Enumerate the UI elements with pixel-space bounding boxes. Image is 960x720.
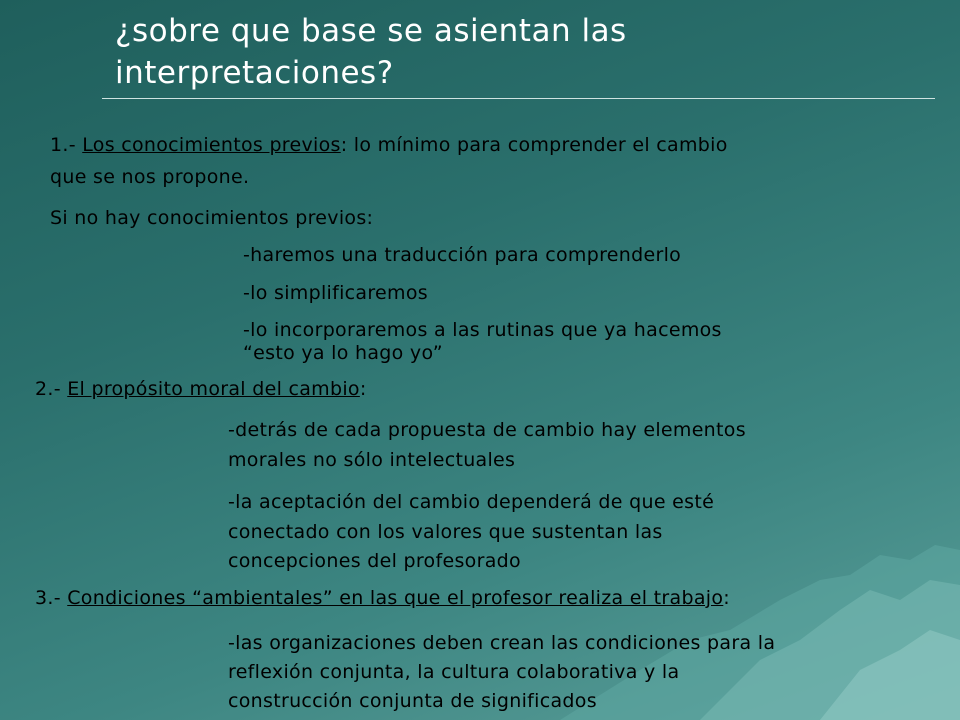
section-2-number: 2.- bbox=[35, 378, 68, 400]
section-1-item-2: -lo simplificaremos bbox=[243, 282, 428, 304]
section-2-item-2-line-1: -la aceptación del cambio dependerá de que esté bbox=[228, 491, 715, 513]
section-3-heading: Condiciones “ambientales” en las que el profesor realiza el trabajo bbox=[67, 587, 724, 609]
section-1-item-3-quote: “esto ya lo hago yo” bbox=[243, 342, 443, 364]
section-1-line-1 bbox=[50, 129, 728, 161]
section-3-item-1-line-3: construcción conjunta de significados bbox=[228, 690, 597, 712]
section-1-heading: Los conocimientos previos bbox=[82, 134, 341, 156]
section-2-item-2-line-2: conectado con los valores que sustentan las bbox=[228, 521, 663, 543]
section-1-text-1: : lo mínimo para comprender el cambio bbox=[340, 134, 728, 156]
slide-title bbox=[115, 10, 935, 94]
section-3-colon: : bbox=[723, 587, 730, 609]
title-line-2: interpretaciones? bbox=[115, 55, 394, 91]
section-3-item-1-line-1: -las organizaciones deben crean las condiciones para la bbox=[228, 632, 776, 654]
section-2-colon: : bbox=[359, 378, 367, 400]
title-line-1: ¿sobre que base se asientan las bbox=[115, 13, 627, 49]
section-2-line-1 bbox=[35, 373, 367, 405]
section-3-line-1 bbox=[35, 582, 730, 614]
section-1-number: 1.- bbox=[50, 134, 83, 156]
section-1-line-2: que se nos propone. bbox=[50, 166, 250, 188]
section-3-number: 3.- bbox=[35, 587, 68, 609]
title-underline-divider bbox=[102, 98, 935, 99]
section-1-item-1: -haremos una traducción para comprenderlo bbox=[243, 244, 682, 266]
section-1-item-3: -lo incorporaremos a las rutinas que ya hacemos bbox=[243, 319, 722, 341]
section-2-item-1-line-1: -detrás de cada propuesta de cambio hay elementos bbox=[228, 419, 746, 441]
section-1-subheading: Si no hay conocimientos previos: bbox=[50, 207, 374, 229]
section-3-item-1-line-2: reflexión conjunta, la cultura colaborativa y la bbox=[228, 661, 680, 683]
section-2-item-2-line-3: concepciones del profesorado bbox=[228, 550, 521, 572]
section-2-item-1-line-2: morales no sólo intelectuales bbox=[228, 449, 516, 471]
section-2-heading: El propósito moral del cambio bbox=[67, 378, 360, 400]
